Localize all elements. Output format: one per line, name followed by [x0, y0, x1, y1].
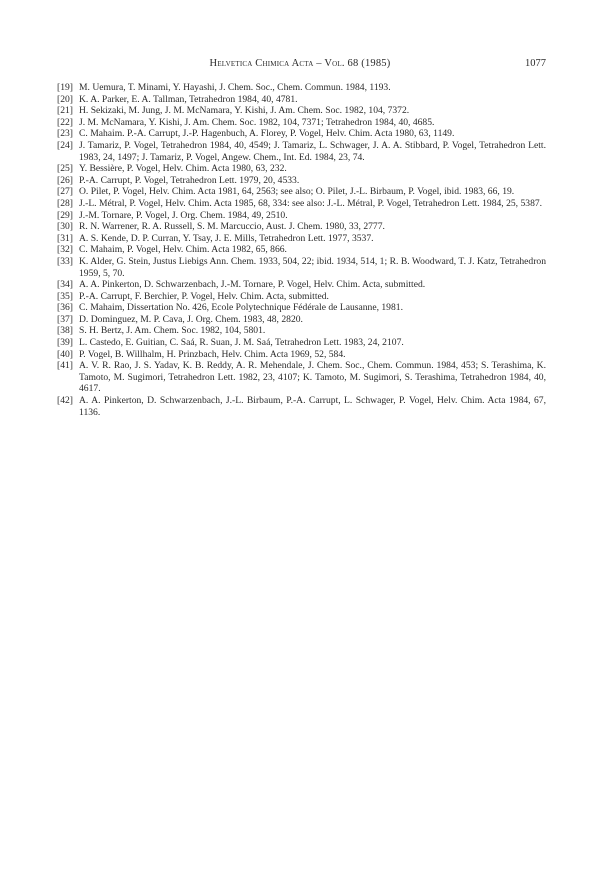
journal-title: Helvetica Chimica Acta – Vol. 68 (1985)	[209, 58, 391, 69]
reference-number: [23]	[57, 128, 73, 140]
reference-item	[57, 117, 546, 129]
reference-number: [40]	[57, 348, 73, 360]
reference-text: L. Castedo, E. Guitian, C. Saá, R. Suan, J. M. Saá, Tetrahedron Lett. 1983, 24, 2107.	[79, 337, 404, 349]
reference-number: [33]	[57, 255, 73, 267]
reference-number: [30]	[57, 221, 73, 233]
reference-number: [26]	[57, 174, 73, 186]
reference-text: A. S. Kende, D. P. Curran, Y. Tsay, J. E. Mills, Tetrahedron Lett. 1977, 3537.	[79, 232, 374, 244]
reference-number: [32]	[57, 244, 73, 256]
reference-text: C. Mahaim, Dissertation No. 426, Ecole Polytechnique Fédérale de Lausanne, 1981.	[79, 302, 403, 314]
reference-item	[57, 349, 546, 361]
reference-number: [42]	[57, 395, 73, 407]
reference-item	[57, 302, 546, 314]
reference-text: K. Alder, G. Stein, Justus Liebigs Ann. Chem. 1933, 504, 22; ibid. 1934, 514, 1; R. B. Woodward, T. J. Katz, Tetrahedron 1959, 5, 70.	[79, 255, 546, 279]
reference-item	[57, 395, 546, 418]
reference-number: [25]	[57, 163, 73, 175]
reference-item	[57, 82, 546, 94]
reference-number: [24]	[57, 139, 73, 151]
reference-text: M. Uemura, T. Minami, Y. Hayashi, J. Chem. Soc., Chem. Commun. 1984, 1193.	[79, 82, 391, 93]
reference-item	[57, 163, 546, 175]
reference-number: [20]	[57, 93, 73, 105]
reference-item	[57, 140, 546, 163]
reference-text: J. Tamariz, P. Vogel, Tetrahedron 1984, 40, 4549; J. Tamariz, L. Schwager, J. A. A. Stibbard, P. Vogel, Tetrahedron Lett. 1983, 24, 1497; J. Tamariz, P. Vogel, Angew. Chem., Int. Ed. 1984, 23, 74.	[79, 139, 546, 163]
reference-item	[57, 291, 546, 303]
reference-text: S. H. Bertz, J. Am. Chem. Soc. 1982, 104, 5801.	[79, 325, 266, 337]
reference-item	[57, 244, 546, 256]
reference-text: K. A. Parker, E. A. Tallman, Tetrahedron 1984, 40, 4781.	[79, 93, 298, 105]
reference-number: [21]	[57, 105, 73, 117]
reference-number: [31]	[57, 232, 73, 244]
reference-item	[57, 94, 546, 106]
reference-number: [35]	[57, 290, 73, 302]
reference-text: H. Sekizaki, M. Jung, J. M. McNamara, Y. Kishi, J. Am. Chem. Soc. 1982, 104, 7372.	[79, 105, 410, 117]
reference-number: [39]	[57, 337, 73, 349]
reference-item	[57, 325, 546, 337]
reference-text: A. V. R. Rao, J. S. Yadav, K. B. Reddy, A. R. Mehendale, J. Chem. Soc., Chem. Commun. 1984, 453; S. Terashima, K. Tamoto, M. Sugimori, Tetrahedron Lett. 1982, 23, 4107; K. Tamoto, M. Sugimori, S. Terashima, Tetrahedron 1984, 40, 4617.	[79, 360, 546, 395]
reference-text: O. Pilet, P. Vogel, Helv. Chim. Acta 1981, 64, 2563; see also; O. Pilet, J.-L. Birbaum, P. Vogel, ibid. 1983, 66, 19.	[79, 186, 515, 198]
reference-number: [38]	[57, 325, 73, 337]
reference-text: D. Dominguez, M. P. Cava, J. Org. Chem. 1983, 48, 2820.	[79, 313, 303, 325]
reference-number: [28]	[57, 197, 73, 209]
reference-number: [22]	[57, 116, 73, 128]
running-head	[0, 57, 600, 71]
reference-number: [29]	[57, 209, 73, 221]
reference-item	[57, 128, 546, 140]
reference-text: C. Mahaim, P. Vogel, Helv. Chim. Acta 1982, 65, 866.	[79, 244, 287, 256]
reference-number: [27]	[57, 186, 73, 198]
reference-number: [34]	[57, 279, 73, 291]
reference-text: P. Vogel, B. Willhalm, H. Prinzbach, Helv. Chim. Acta 1969, 52, 584.	[79, 348, 346, 360]
reference-number: [36]	[57, 302, 73, 314]
reference-item	[57, 105, 546, 117]
reference-number: [41]	[57, 360, 73, 372]
reference-item	[57, 221, 546, 233]
reference-text: J. M. McNamara, Y. Kishi, J. Am. Chem. Soc. 1982, 104, 7371; Tetrahedron 1984, 40, 4685.	[79, 116, 435, 128]
reference-text: J.-M. Tornare, P. Vogel, J. Org. Chem. 1984, 49, 2510.	[79, 209, 288, 221]
reference-text: A. A. Pinkerton, D. Schwarzenbach, J.-L. Birbaum, P.-A. Carrupt, L. Schwager, P. Vogel, Helv. Chim. Acta 1984, 67, 1136.	[79, 395, 546, 418]
reference-item	[57, 233, 546, 245]
reference-item	[57, 337, 546, 349]
reference-item	[57, 186, 546, 198]
reference-item	[57, 210, 546, 222]
page-number: 1077	[525, 58, 546, 69]
reference-number: [19]	[57, 82, 73, 93]
reference-item	[57, 279, 546, 291]
reference-number: [37]	[57, 313, 73, 325]
reference-item	[57, 360, 546, 395]
reference-text: R. N. Warrener, R. A. Russell, S. M. Marcuccio, Aust. J. Chem. 1980, 33, 2777.	[79, 221, 385, 233]
reference-text: P.-A. Carrupt, P. Vogel, Tetrahedron Lett. 1979, 20, 4533.	[79, 174, 300, 186]
reference-item	[57, 256, 546, 279]
reference-text: C. Mahaim. P.-A. Carrupt, J.-P. Hagenbuch, A. Florey, P. Vogel, Helv. Chim. Acta 1980, 63, 1149.	[79, 128, 455, 140]
reference-text: Y. Bessière, P. Vogel, Helv. Chim. Acta 1980, 63, 232.	[79, 163, 287, 175]
reference-item	[57, 175, 546, 187]
reference-item	[57, 198, 546, 210]
reference-item	[57, 314, 546, 326]
reference-text: P.-A. Carrupt, F. Berchier, P. Vogel, Helv. Chim. Acta, submitted.	[79, 290, 329, 302]
reference-list	[57, 82, 546, 418]
reference-text: A. A. Pinkerton, D. Schwarzenbach, J.-M. Tornare, P. Vogel, Helv. Chim. Acta, submitted.	[79, 279, 426, 291]
reference-text: J.-L. Métral, P. Vogel, Helv. Chim. Acta 1985, 68, 334: see also: J.-L. Métral, P. Vogel, Tetrahedron Lett. 1984, 25, 5387.	[79, 197, 543, 209]
